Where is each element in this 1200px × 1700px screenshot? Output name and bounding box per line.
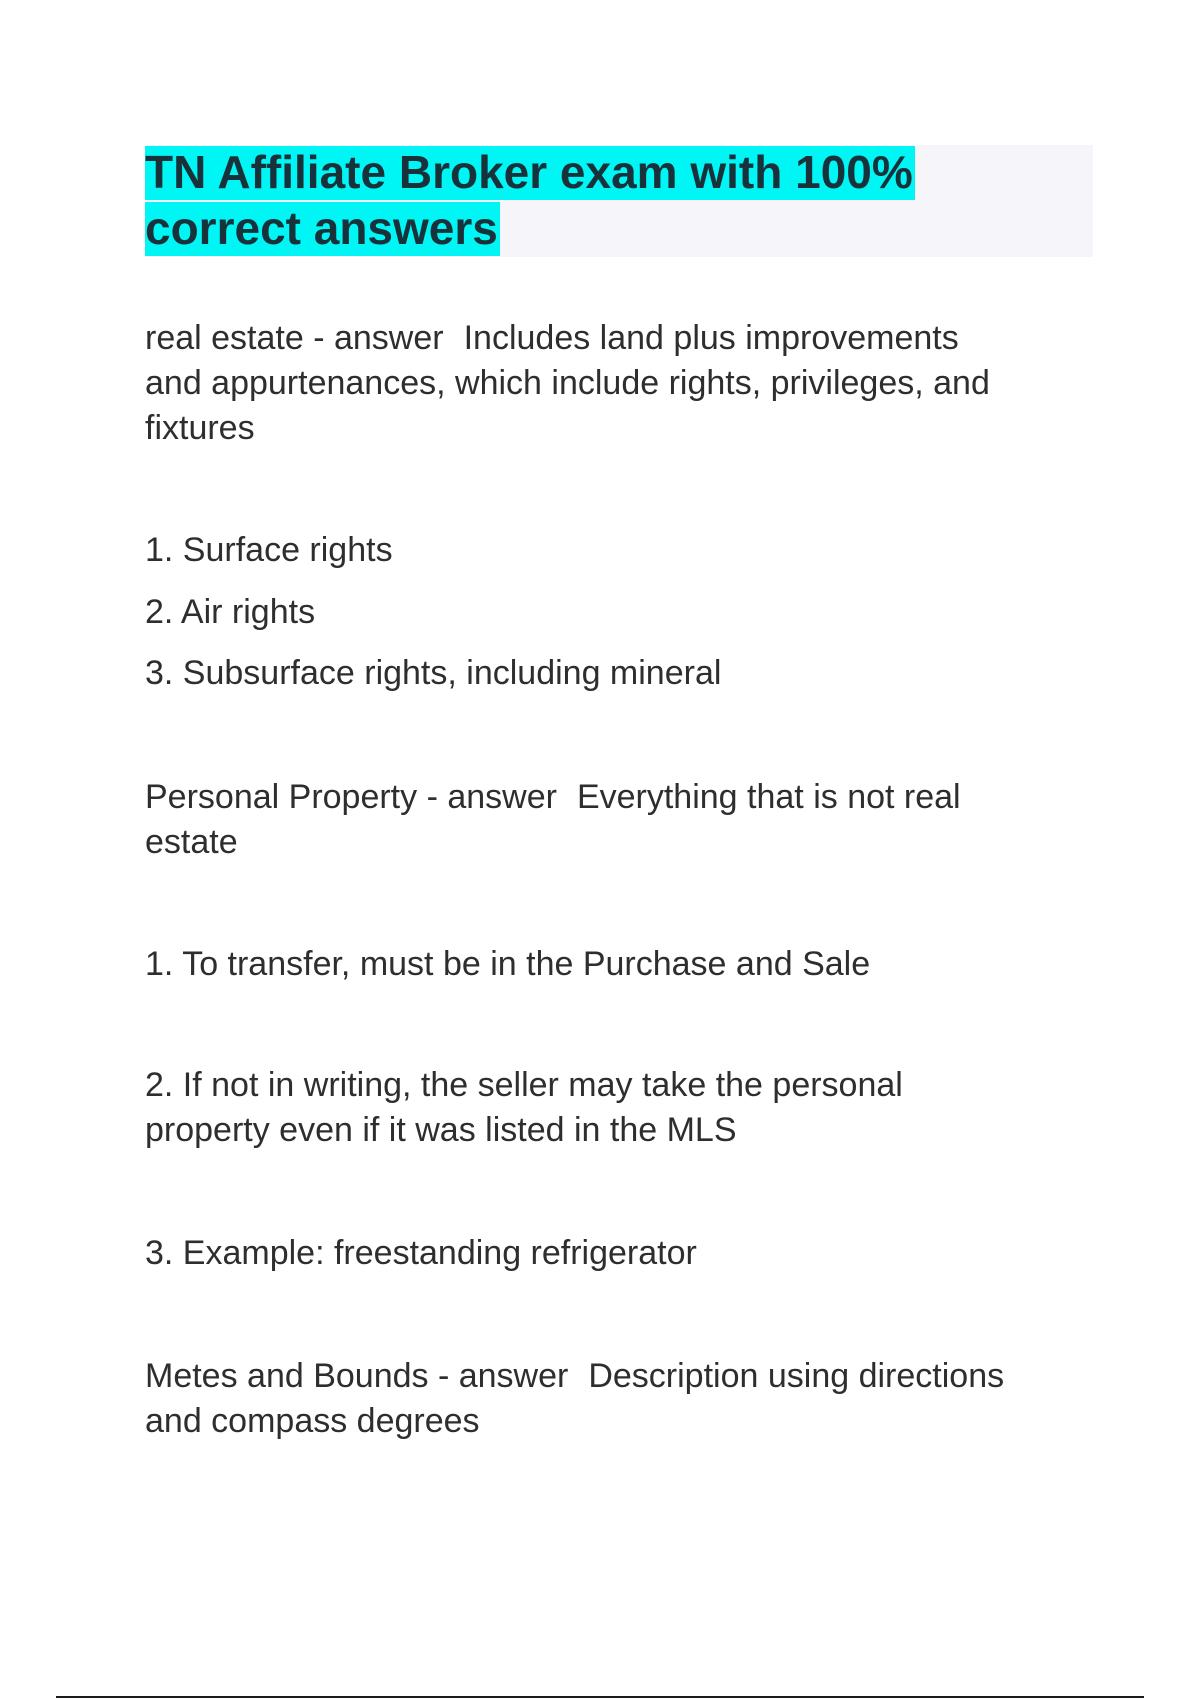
- page-title: [145, 144, 965, 256]
- definition-text: Description using directions: [588, 1357, 1005, 1395]
- note-3: 3. Example: freestanding refrigerator: [145, 1234, 697, 1272]
- title-line-2: correct answers: [145, 202, 498, 254]
- note-2-line-1: 2. If not in writing, the seller may take the personal: [145, 1066, 903, 1104]
- list-item: 3. Subsurface rights, including mineral: [145, 654, 722, 692]
- entry-real-estate-line-3: fixtures: [145, 409, 255, 447]
- entry-personal-property-line-2: estate: [145, 823, 238, 861]
- term-label: real estate - answer: [145, 319, 444, 357]
- definition-text: Includes land plus improvements: [463, 319, 959, 357]
- entry-real-estate-line-2: and appurtenances, which include rights, privileges, and: [145, 364, 990, 402]
- footer-divider: [56, 1696, 1144, 1698]
- entry-metes-and-bounds-line-2: and compass degrees: [145, 1402, 480, 1440]
- note-1: 1. To transfer, must be in the Purchase and Sale: [145, 945, 871, 983]
- entry-personal-property-line-1: [145, 775, 961, 820]
- definition-text: Everything that is not real: [576, 778, 961, 816]
- list-item: 2. Air rights: [145, 593, 316, 631]
- note-2-line-2: property even if it was listed in the MLS: [145, 1111, 737, 1149]
- term-label: Personal Property - answer: [145, 778, 557, 816]
- list-item: 1. Surface rights: [145, 531, 393, 569]
- entry-real-estate-line-1: [145, 316, 959, 361]
- term-label: Metes and Bounds - answer: [145, 1357, 569, 1395]
- entry-metes-and-bounds-line-1: [145, 1354, 1004, 1399]
- title-line-1: TN Affiliate Broker exam with 100%: [145, 146, 913, 198]
